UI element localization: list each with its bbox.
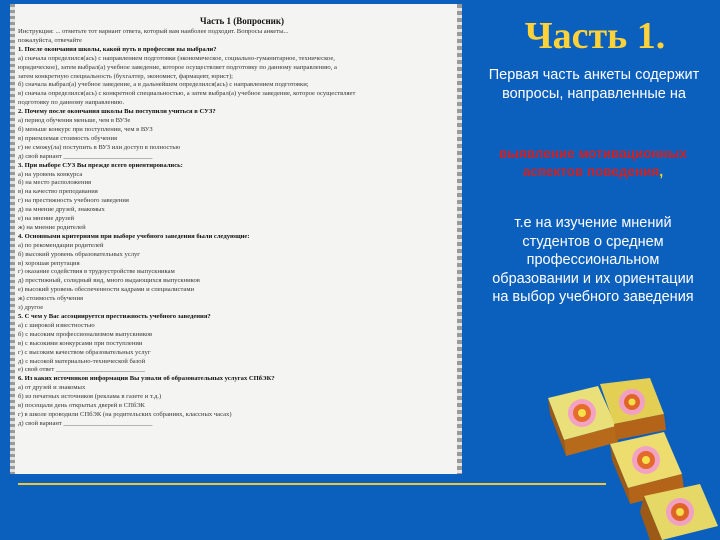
questionnaire-scan (10, 4, 462, 474)
questionnaire-text (18, 28, 454, 429)
questionnaire-line: в) хорошая репутация (18, 259, 80, 267)
decorative-cubes (540, 378, 720, 540)
slide-body: т.е на изучение мнений студентов о среднем профессиональном образовании и их ориентации на выбор учебного заведения (492, 215, 694, 305)
questionnaire-line: д) престижный, солидный вид, много выдающихся выпускников (18, 277, 200, 285)
questionnaire-line: а) с широкой известностью (18, 321, 95, 329)
slide-highlight (480, 145, 706, 181)
slide-title: Часть 1. (524, 15, 666, 57)
questionnaire-line: 2. Почему после окончания школы Вы поступили учиться в СУЗ? (18, 108, 216, 116)
questionnaire-line: а) по рекомендации родителей (18, 241, 104, 249)
questionnaire-line: б) высокий уровень образовательных услуг (18, 250, 140, 258)
questionnaire-line: в) приемлемая стоимость обучения (18, 134, 118, 142)
questionnaire-line: подготовку по данному направлению. (18, 99, 125, 107)
questionnaire-line: пожалуйста, отвечайте (18, 36, 82, 44)
questionnaire-line: ж) стоимость обучения (18, 295, 84, 303)
slide-divider (18, 483, 606, 485)
questionnaire-line: 3. При выборе СУЗ Вы прежде всего ориентировались: (18, 161, 183, 169)
highlight-comma: , (659, 164, 664, 179)
questionnaire-title: Часть 1 (Вопросник) (200, 16, 285, 26)
questionnaire-line: д) свой вариант ___________________________ (18, 152, 153, 160)
questionnaire-line: г) в школе проводили СПбЭК (на родительских собраниях, классных часах) (18, 410, 232, 418)
questionnaire-line: в) сначала определился(ась) с конкретной специальностью, а затем выбрал(а) учебное заведение, которое осуществляет (18, 90, 356, 98)
questionnaire-line: г) с высоким качеством образовательных услуг (18, 348, 151, 356)
questionnaire-line: б) меньше конкурс при поступлении, чем в ВУЗ (18, 125, 153, 133)
questionnaire-line: в) с высокими конкурсами при поступлении (18, 339, 143, 347)
questionnaire-line: 6. Из каких источников информации Вы узнали об образовательных услугах СПбЭК? (18, 375, 275, 383)
questionnaire-line: Инструкция: ... отметьте тот вариант ответа, который вам наиболее подходит. Вопросы анкеты... (18, 28, 289, 35)
questionnaire-line: 4. Основными критериями при выборе учебного заведения были следующие: (18, 232, 250, 240)
questionnaire-line: 5. С чем у Вас ассоциируется престижность учебного заведения? (18, 313, 211, 320)
questionnaire-line: д) свой вариант ___________________________ (18, 419, 153, 427)
questionnaire-line: ж) на мнение родителей (18, 223, 86, 231)
questionnaire-line: д) с высокой материально-технической базой (18, 357, 146, 365)
questionnaire-line: г) оказание содействия в трудоустройстве выпускникам (18, 268, 175, 276)
highlight-main: выявление мотивационных аспектов поведения (499, 146, 687, 179)
questionnaire-line: юридическое), затем выбрал(а) учебное заведение, которое осуществляет подготовку по данному направлению, а (18, 63, 337, 71)
questionnaire-line: 1. После окончания школы, какой путь в профессии вы выбрали? (18, 45, 217, 53)
questionnaire-line: б) из печатных источников (реклама в газете и т.д.) (18, 393, 162, 401)
questionnaire-line: г) не сможу(ла) поступить в ВУЗ или доступ в полностью (18, 143, 181, 151)
questionnaire-line: г) на престижность учебного заведения (18, 197, 129, 205)
questionnaire-line: а) от друзей и знакомых (18, 384, 86, 392)
questionnaire-line: д) на мнение друзей, знакомых (18, 206, 105, 214)
slide-intro: Первая часть анкеты содержит вопросы, направленные на (488, 67, 700, 102)
questionnaire-line: е) свой ответ ___________________________ (18, 366, 145, 374)
questionnaire-line: б) сначала выбрал(а) учебное заведение, а в дальнейшем определился(ась) с направлением подготовки; (18, 81, 309, 89)
questionnaire-line: з) другое (18, 304, 44, 312)
questionnaire-line: е) на мнение друзей (18, 215, 75, 223)
questionnaire-line: а) на уровень конкурса (18, 170, 83, 178)
questionnaire-line: б) с высоким профессионализмом выпускников (18, 330, 153, 338)
questionnaire-line: а) сначала определился(ась) с направлением подготовки (экономическое, социально-гуманитарное, техническое, (18, 54, 335, 62)
scan-left-edge (10, 4, 15, 474)
questionnaire-line: б) на место расположения (18, 179, 92, 187)
questionnaire-line: в) на качество преподавания (18, 188, 98, 196)
questionnaire-line: а) период обучения меньше, чем в ВУЗе (18, 117, 131, 125)
questionnaire-line: в) посещали день открытых дверей в СПбЭК (18, 402, 145, 410)
questionnaire-line: е) высокий уровень обеспеченности кадрами и специалистами (18, 286, 195, 294)
scan-right-edge (457, 4, 462, 474)
questionnaire-line: затем конкретную специальность (бухгалтер, экономист, фармацевт, юрист); (18, 72, 233, 80)
